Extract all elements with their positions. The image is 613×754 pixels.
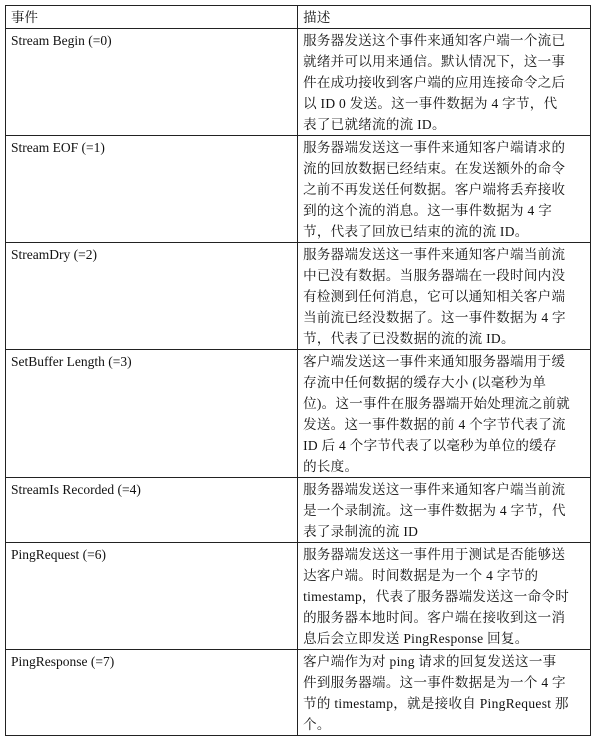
event-description bbox=[298, 136, 591, 243]
description-line: 服务器发送这个事件来通知客户端一个流已 bbox=[303, 33, 566, 48]
description-line: 是一个录制流。这一事件数据为 4 字节，代 bbox=[303, 503, 566, 518]
description-line: 客户端作为对 ping 请求的回复发送这一事 bbox=[303, 654, 557, 669]
description-line: 节的 timestamp，就是接收自 PingRequest 那 bbox=[303, 696, 569, 711]
event-description bbox=[298, 543, 591, 650]
description-line: ID 后 4 个字节代表了以毫秒为单位的缓存 bbox=[303, 438, 557, 453]
description-line: 的服务器本地时间。客户端在接收到这一消 bbox=[303, 610, 566, 625]
event-description bbox=[298, 650, 591, 736]
event-name: PingRequest (=6) bbox=[6, 543, 298, 650]
description-line: 发送。这一事件数据的前 4 个字节代表了流 bbox=[303, 417, 566, 432]
description-line: 存流中任何数据的缓存大小 (以毫秒为单 bbox=[303, 375, 547, 390]
table-row bbox=[6, 478, 591, 543]
event-description bbox=[298, 243, 591, 350]
table-header-row bbox=[6, 6, 591, 29]
description-line: 的长度。 bbox=[303, 459, 359, 474]
description-line: 服务器端发送这一事件用于测试是否能够送 bbox=[303, 547, 566, 562]
description-line: 位)。这一事件在服务器端开始处理流之前就 bbox=[303, 396, 571, 411]
event-name: Stream Begin (=0) bbox=[6, 29, 298, 136]
description-line: 中已没有数据。当服务器端在一段时间内没 bbox=[303, 268, 566, 283]
description-line: 件到服务器端。这一事件数据是为一个 4 字 bbox=[303, 675, 566, 690]
table-row bbox=[6, 29, 591, 136]
event-name: StreamIs Recorded (=4) bbox=[6, 478, 298, 543]
description-line: 之前不再发送任何数据。客户端将丢弃接收 bbox=[303, 182, 566, 197]
description-line: 服务器端发送这一事件来通知客户端当前流 bbox=[303, 482, 566, 497]
description-line: 当前流已经没数据了。这一事件数据为 4 字 bbox=[303, 310, 566, 325]
description-line: 节，代表了回放已结束的流的流 ID。 bbox=[303, 224, 529, 239]
description-line: 息后会立即发送 PingResponse 回复。 bbox=[303, 631, 529, 646]
table-row bbox=[6, 543, 591, 650]
table-row bbox=[6, 650, 591, 736]
description-line: 表了已就绪流的流 ID。 bbox=[303, 117, 446, 132]
table-row bbox=[6, 243, 591, 350]
event-name: PingResponse (=7) bbox=[6, 650, 298, 736]
description-line: 服务器端发送这一事件来通知客户端当前流 bbox=[303, 247, 566, 262]
description-line: 流的回放数据已经结束。在发送额外的命令 bbox=[303, 161, 566, 176]
description-line: 以 ID 0 发送。这一事件数据为 4 字节，代 bbox=[303, 96, 558, 111]
description-line: 就绪并可以用来通信。默认情况下，这一事 bbox=[303, 54, 566, 69]
event-description bbox=[298, 350, 591, 478]
description-line: 达客户端。时间数据是为一个 4 字节的 bbox=[303, 568, 539, 583]
description-line: 服务器端发送这一事件来通知客户端请求的 bbox=[303, 140, 566, 155]
event-name: SetBuffer Length (=3) bbox=[6, 350, 298, 478]
description-line: 节，代表了已没数据的流的流 ID。 bbox=[303, 331, 515, 346]
event-name: Stream EOF (=1) bbox=[6, 136, 298, 243]
description-line: 表了录制流的流 ID bbox=[303, 524, 419, 539]
header-event: 事件 bbox=[6, 6, 298, 29]
description-line: 有检测到任何消息，它可以通知相关客户端 bbox=[303, 289, 566, 304]
description-line: 客户端发送这一事件来通知服务器端用于缓 bbox=[303, 354, 566, 369]
header-description: 描述 bbox=[298, 6, 591, 29]
table-row bbox=[6, 350, 591, 478]
table-row bbox=[6, 136, 591, 243]
event-table bbox=[5, 5, 591, 736]
event-name: StreamDry (=2) bbox=[6, 243, 298, 350]
event-description bbox=[298, 29, 591, 136]
description-line: 个。 bbox=[303, 717, 331, 732]
description-line: 件在成功接收到客户端的应用连接命令之后 bbox=[303, 75, 566, 90]
description-line: 到的这个流的消息。这一事件数据为 4 字 bbox=[303, 203, 553, 218]
description-line: timestamp，代表了服务器端发送这一命令时 bbox=[303, 589, 570, 604]
event-description bbox=[298, 478, 591, 543]
